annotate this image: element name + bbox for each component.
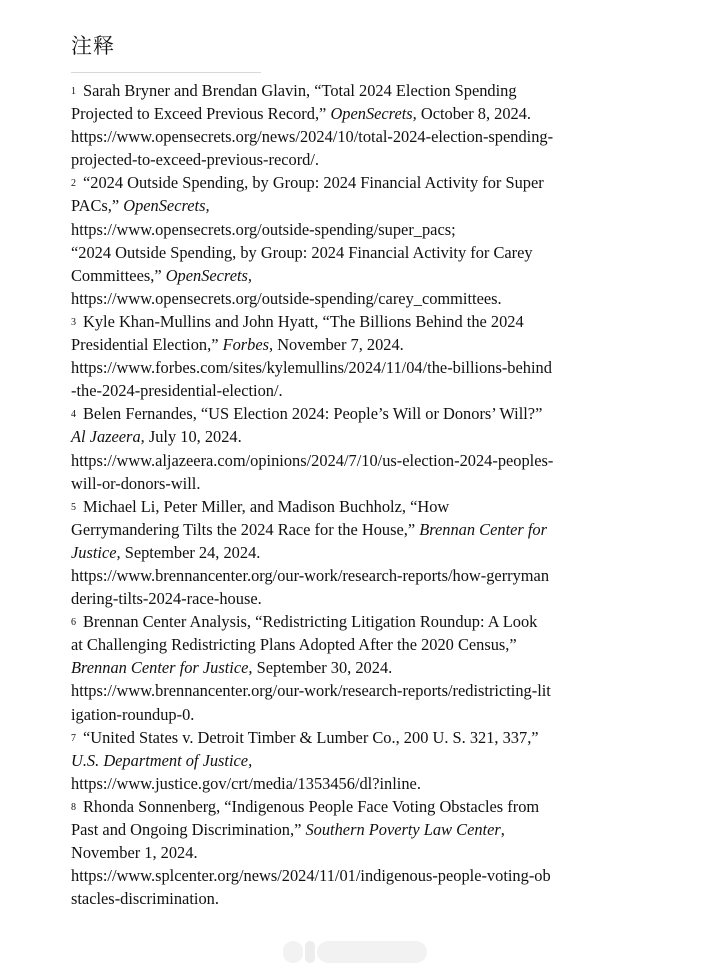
endnote-line	[71, 587, 616, 610]
citation-text: Projected to Exceed Previous Record,”	[71, 104, 331, 124]
citation-text: Sarah Bryner and Brendan Glavin, “Total 2024 Election Spending	[83, 81, 517, 100]
endnote-number: 8	[71, 801, 76, 813]
source-title: Brennan Center for	[419, 519, 548, 539]
endnote-item	[71, 402, 616, 494]
endnote-line	[71, 541, 616, 564]
endnote-item	[71, 726, 616, 795]
endnote-line	[71, 125, 616, 148]
source-title: OpenSecrets,	[330, 104, 417, 124]
citation-text: PACs,”	[71, 196, 124, 216]
source-title: Brennan Center for Justice,	[71, 658, 253, 678]
endnote-line	[71, 518, 616, 541]
source-title: Forbes,	[222, 335, 274, 355]
endnote-line	[71, 287, 616, 310]
endnote-line	[71, 425, 616, 448]
endnote-number: 1	[71, 86, 76, 97]
citation-text: Past and Ongoing Discrimination,”	[71, 820, 306, 839]
source-title: U.S. Department of Justice,	[71, 750, 253, 770]
endnote-line	[71, 449, 616, 472]
endnote-item	[71, 310, 616, 402]
endnote-number: 4	[71, 409, 76, 421]
endnote-line	[71, 171, 616, 194]
citation-text: Kyle Khan-Mullins and John Hyatt, “The Billions Behind the 2024	[83, 311, 524, 331]
citation-text: https://www.opensecrets.org/news/2024/10/total-2024-election-spending-	[71, 127, 554, 147]
source-title: OpenSecrets,	[123, 196, 210, 216]
citation-text: Committees,”	[71, 265, 166, 285]
endnote-line	[71, 887, 616, 910]
endnote-line	[71, 356, 616, 379]
endnote-line	[71, 102, 616, 125]
citation-text: Presidential Election,”	[71, 335, 223, 355]
citation-text: -the-2024-presidential-election/.	[71, 381, 283, 401]
citation-text: November 7, 2024.	[273, 335, 404, 355]
endnote-item	[71, 79, 616, 171]
citation-text: https://www.aljazeera.com/opinions/2024/7/10/us-election-2024-peoples-	[71, 450, 554, 470]
endnote-line	[71, 333, 616, 356]
citation-text: November 1, 2024.	[71, 843, 198, 863]
citation-text: September 30, 2024.	[252, 658, 393, 678]
citation-text: “2024 Outside Spending, by Group: 2024 Financial Activity for Carey	[71, 242, 533, 262]
source-title: Southern Poverty Law Center	[305, 820, 501, 839]
watermark	[283, 939, 433, 965]
endnote-line	[71, 194, 616, 217]
endnote-line	[71, 564, 616, 587]
citation-text: igation-roundup-0.	[71, 704, 195, 724]
endnote-line	[71, 864, 616, 887]
endnote-line	[71, 495, 616, 518]
citation-text: https://www.splcenter.org/news/2024/11/01/indigenous-people-voting-ob	[71, 866, 551, 886]
citation-text: at Challenging Redistricting Plans Adopted After the 2020 Census,”	[71, 635, 517, 655]
citation-text: projected-to-exceed-previous-record/.	[71, 150, 320, 170]
endnote-item	[71, 795, 616, 910]
citation-text: September 24, 2024.	[120, 542, 261, 562]
citation-text: “United States v. Detroit Timber & Lumber Co., 200 U. S. 321, 337,”	[83, 727, 539, 747]
endnote-line	[71, 679, 616, 702]
endnote-line	[71, 703, 616, 726]
citation-text: Michael Li, Peter Miller, and Madison Buchholz, “How	[83, 496, 450, 516]
source-title: Al Jazeera,	[71, 427, 145, 447]
heading-divider	[71, 72, 261, 73]
endnote-number: 5	[71, 501, 76, 513]
page-title: 注释	[71, 34, 115, 58]
citation-text: https://www.justice.gov/crt/media/1353456/dl?inline.	[71, 773, 421, 793]
citation-text: Gerrymandering Tilts the 2024 Race for the House,”	[71, 519, 420, 539]
citation-text: October 8, 2024.	[416, 104, 532, 124]
endnote-line	[71, 264, 616, 287]
endnote-line	[71, 726, 616, 749]
citation-text: Belen Fernandes, “US Election 2024: People’s Will or Donors’ Will?”	[83, 404, 543, 424]
endnote-number: 6	[71, 617, 76, 629]
citation-text: dering-tilts-2024-race-house.	[71, 589, 262, 609]
endnote-item	[71, 171, 616, 310]
endnote-line	[71, 818, 616, 841]
endnote-line	[71, 379, 616, 402]
citation-text: Rhonda Sonnenberg, “Indigenous People Face Voting Obstacles from	[83, 796, 540, 816]
endnote-line	[71, 841, 616, 864]
endnote-line	[71, 772, 616, 795]
endnote-line	[71, 310, 616, 333]
endnote-line	[71, 402, 616, 425]
endnote-line	[71, 241, 616, 264]
citation-text: Brennan Center Analysis, “Redistricting Litigation Roundup: A Look	[83, 612, 538, 632]
endnote-line	[71, 218, 616, 241]
endnote-item	[71, 495, 616, 610]
endnote-line	[71, 148, 616, 171]
endnote-line	[71, 795, 616, 818]
endnote-item	[71, 610, 616, 725]
citation-text: stacles-discrimination.	[71, 889, 219, 909]
source-title: Justice,	[71, 542, 121, 562]
endnote-line	[71, 79, 616, 102]
endnote-number: 7	[71, 732, 76, 744]
endnote-line	[71, 633, 616, 656]
citation-text: https://www.opensecrets.org/outside-spending/carey_committees.	[71, 288, 502, 308]
source-title: OpenSecrets,	[165, 265, 253, 285]
citation-text: ,	[500, 820, 505, 839]
citation-text: will-or-donors-will.	[71, 473, 201, 493]
citation-text: https://www.forbes.com/sites/kylemullins/2024/11/04/the-billions-behind	[71, 358, 552, 378]
endnote-line	[71, 610, 616, 633]
citation-text: https://www.opensecrets.org/outside-spending/super_pacs;	[71, 219, 456, 239]
endnote-number: 3	[71, 316, 76, 328]
endnote-line	[71, 656, 616, 679]
citation-text: https://www.brennancenter.org/our-work/research-reports/how-gerryman	[71, 565, 550, 585]
endnotes-list	[71, 79, 616, 910]
endnote-number: 2	[71, 178, 76, 190]
citation-text: July 10, 2024.	[144, 427, 242, 447]
endnote-line	[71, 472, 616, 495]
citation-text: https://www.brennancenter.org/our-work/research-reports/redistricting-lit	[71, 681, 551, 701]
endnote-line	[71, 749, 616, 772]
citation-text: “2024 Outside Spending, by Group: 2024 Financial Activity for Super	[83, 173, 544, 193]
